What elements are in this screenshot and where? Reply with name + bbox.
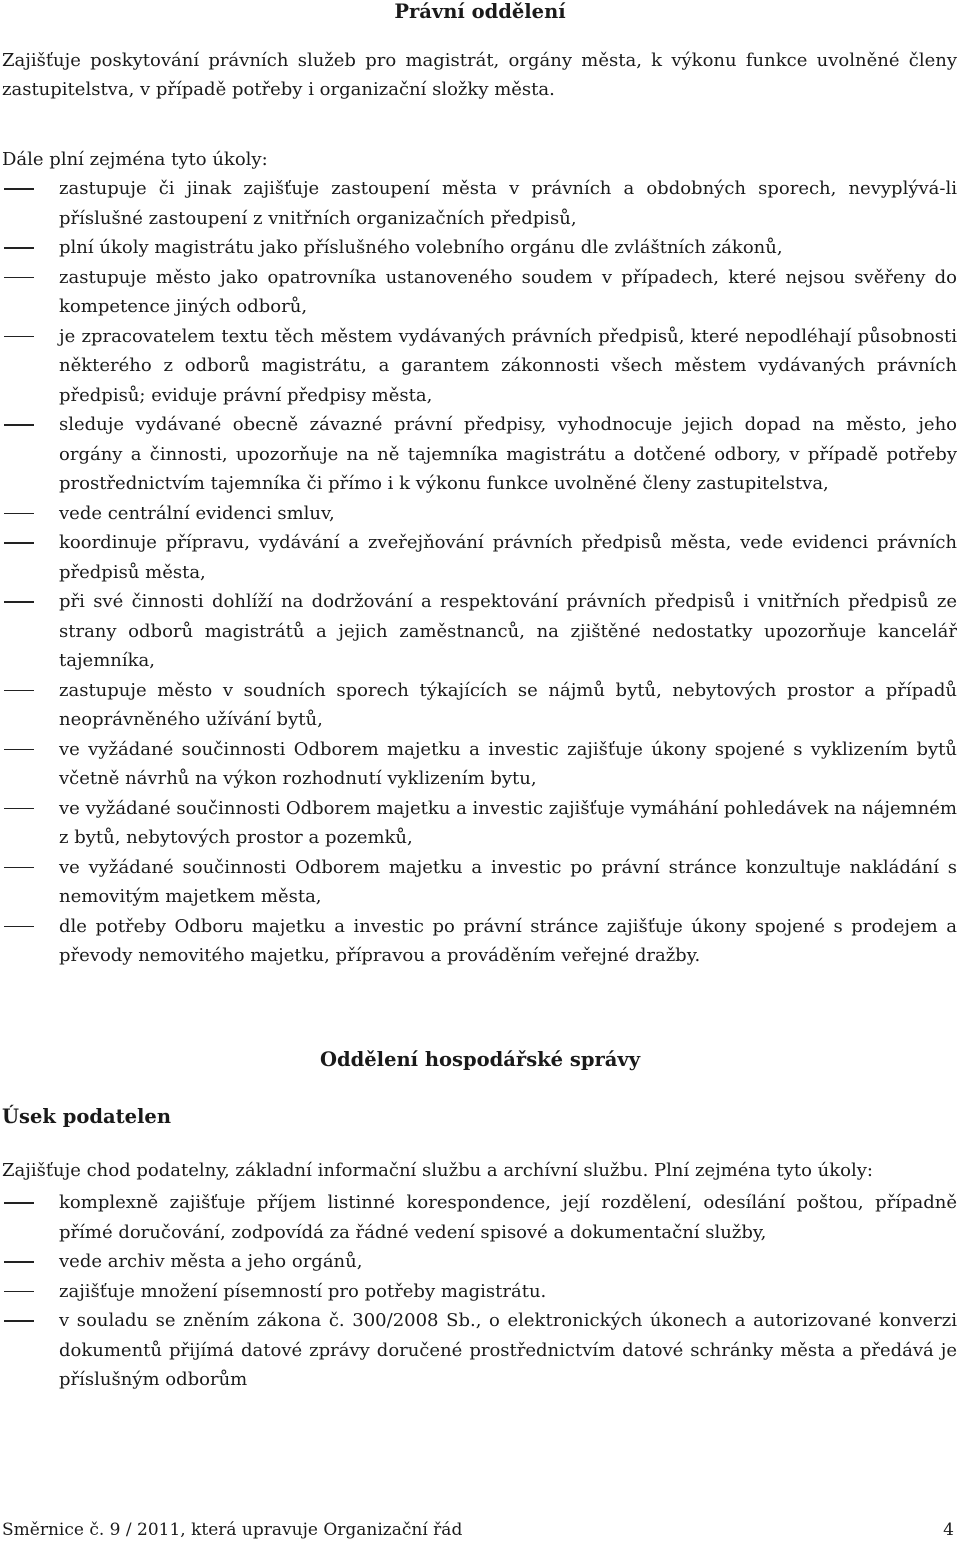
duties-list xyxy=(0,174,957,971)
dash-bullet-icon xyxy=(4,247,34,249)
list-item: plní úkoly magistrátu jako příslušného volebního orgánu dle zvláštních zákonů, xyxy=(0,233,957,263)
list-item: ve vyžádané součinnosti Odborem majetku a investic po právní stránce konzultuje nakládání s nemovitým majetkem města, xyxy=(0,853,957,912)
dash-bullet-icon xyxy=(4,513,34,515)
footer-page-number: 4 xyxy=(943,1520,954,1540)
dash-bullet-icon xyxy=(4,336,34,338)
list-item: vede centrální evidenci smluv, xyxy=(0,499,957,529)
list-item: v souladu se zněním zákona č. 300/2008 Sb., o elektronických úkonech a autorizované konverzi dokumentů přijímá datové zprávy doručené prostřednictvím datové schránky města a předává je příslušným odborům xyxy=(0,1306,957,1395)
dash-bullet-icon xyxy=(4,1261,34,1263)
dash-bullet-icon xyxy=(4,188,34,190)
dash-bullet-icon xyxy=(4,1291,34,1293)
list-item: sleduje vydávané obecně závazné právní předpisy, vyhodnocuje jejich dopad na město, jeho orgány a činnosti, upozorňuje na ně tajemníka magistrátu a dotčené odbory, v případě potřeby prostřednictvím tajemníka či přímo i k výkonu funkce uvolněné členy zastupitelstva, xyxy=(0,410,957,499)
dash-bullet-icon xyxy=(4,542,34,544)
footer-document-name: Směrnice č. 9 / 2011, která upravuje Organizační řád xyxy=(2,1520,463,1540)
list-item: zastupuje město jako opatrovníka ustanoveného soudem v případech, které nejsou svěřeny do kompetence jiných odborů, xyxy=(0,263,957,322)
list-item: při své činnosti dohlíží na dodržování a respektování právních předpisů i vnitřních předpisů ze strany odborů magistrátů a jejich zaměstnanců, na zjištěné nedostatky upozorňuje kancelář tajemníka, xyxy=(0,587,957,676)
dash-bullet-icon xyxy=(4,749,34,751)
list-item: zajišťuje množení písemností pro potřeby magistrátu. xyxy=(0,1277,957,1307)
list-item: zastupuje město v soudních sporech týkajících se nájmů bytů, nebytových prostor a případů neoprávněného užívání bytů, xyxy=(0,676,957,735)
list-item: je zpracovatelem textu těch městem vydávaných právních předpisů, které nepodléhají působnosti některého z odborů magistrátu, a garantem zákonnosti všech městem vydávaných právních předpisů; eviduje právní předpisy města, xyxy=(0,322,957,411)
subsection-heading: Úsek podatelen xyxy=(2,1105,172,1128)
section-title-pravni: Právní oddělení xyxy=(394,0,566,23)
dash-bullet-icon xyxy=(4,867,34,869)
dash-bullet-icon xyxy=(4,1320,34,1322)
list-item: komplexně zajišťuje příjem listinné korespondence, její rozdělení, odesílání poštou, případně přímé doručování, zodpovídá za řádné vedení spisové a dokumentační služby, xyxy=(0,1188,957,1247)
list-item: ve vyžádané součinnosti Odborem majetku a investic zajišťuje vymáhání pohledávek na nájemném z bytů, nebytových prostor a pozemků, xyxy=(0,794,957,853)
intro-paragraph: Zajišťuje poskytování právních služeb pro magistrát, orgány města, k výkonu funkce uvolněné členy zastupitelstva, v případě potřeby i organizační složky města. xyxy=(2,50,957,100)
dash-bullet-icon xyxy=(4,424,34,426)
list-item: koordinuje přípravu, vydávání a zveřejňování právních předpisů města, vede evidenci právních předpisů města, xyxy=(0,528,957,587)
list-item: dle potřeby Odboru majetku a investic po právní stránce zajišťuje úkony spojené s prodejem a převody nemovitého majetku, přípravou a prováděním veřejné dražby. xyxy=(0,912,957,971)
dash-bullet-icon xyxy=(4,690,34,692)
lead-paragraph: Dále plní zejména tyto úkoly: xyxy=(2,149,268,170)
dash-bullet-icon xyxy=(4,808,34,810)
list-item: zastupuje či jinak zajišťuje zastoupení města v právních a obdobných sporech, nevyplývá-li příslušné zastoupení z vnitřních organizačních předpisů, xyxy=(0,174,957,233)
dash-bullet-icon xyxy=(4,1202,34,1204)
dash-bullet-icon xyxy=(4,601,34,603)
subsection-intro: Zajišťuje chod podatelny, základní informační službu a archívní službu. Plní zejména tyto úkoly: xyxy=(2,1160,873,1181)
dash-bullet-icon xyxy=(4,277,34,279)
podatelna-duties-list xyxy=(0,1188,957,1395)
list-item: vede archiv města a jeho orgánů, xyxy=(0,1247,957,1277)
dash-bullet-icon xyxy=(4,926,34,928)
section-title-hospodarska: Oddělení hospodářské správy xyxy=(320,1048,641,1071)
list-item: ve vyžádané součinnosti Odborem majetku a investic zajišťuje úkony spojené s vyklizením bytů včetně návrhů na výkon rozhodnutí vyklizením bytu, xyxy=(0,735,957,794)
